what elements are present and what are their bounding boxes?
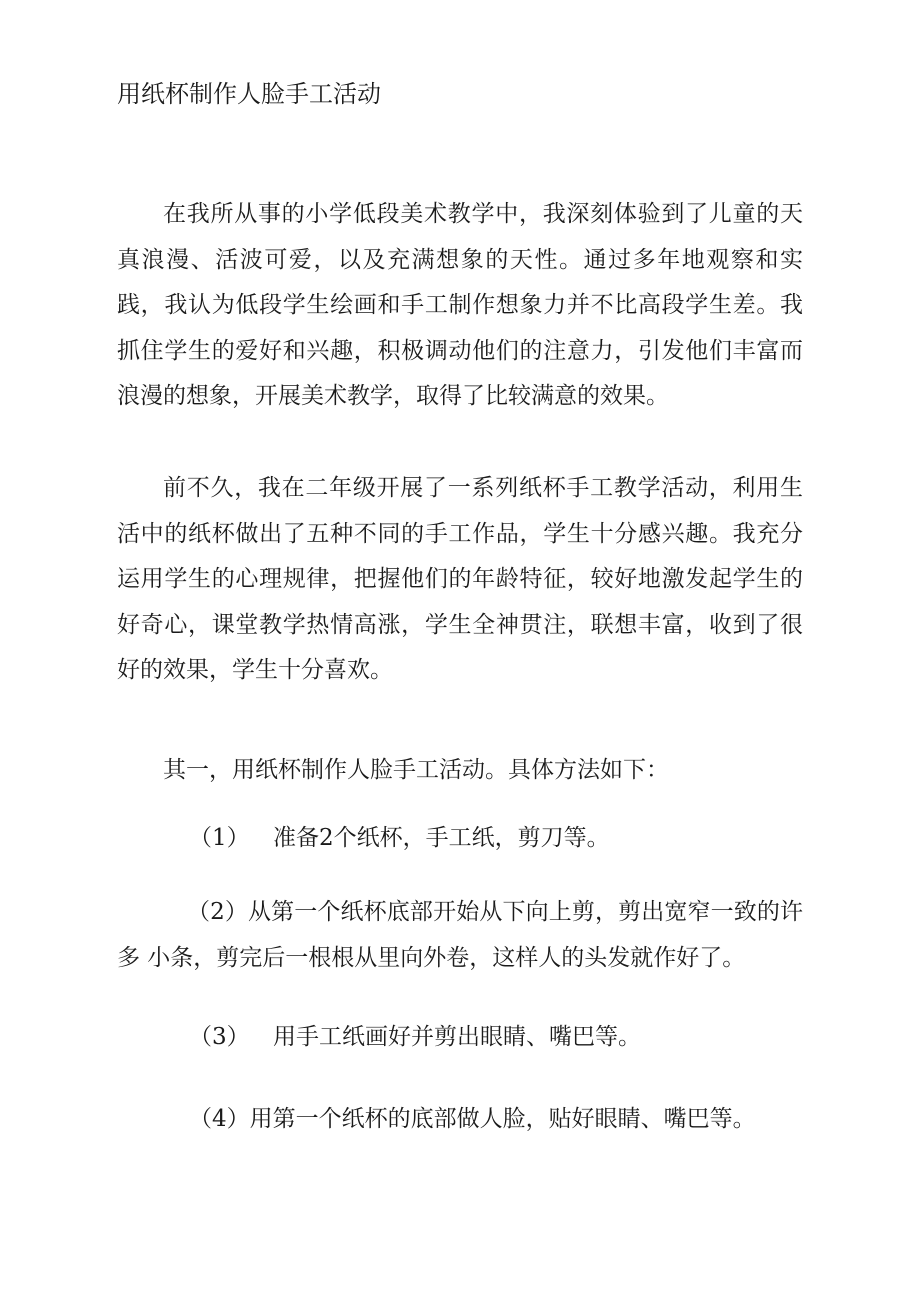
step-item-3 <box>189 1015 875 1061</box>
step-text: 用第一个纸杯的底部做人脸，贴好眼睛、嘴巴等。 <box>249 1106 756 1132</box>
step-number: （3） <box>189 1024 250 1050</box>
paragraph-method-heading: 其一，用纸杯制作人脸手工活动。具体方法如下： <box>163 757 669 783</box>
step-number: （4） <box>189 1106 250 1132</box>
paragraph-activity: 前不久，我在二年级开展了一系列纸杯手工教学活动，利用生活中的纸杯做出了五种不同的手工作品，学生十分感兴趣。我充分运用学生的心理规律，把握他们的年龄特征，较好地激发起学生的好奇心，课堂教学热情高涨，学生全神贯注，联想丰富，收到了很好的效果，学生十分喜欢。 <box>117 475 803 683</box>
paragraph-intro: 在我所从事的小学低段美术教学中，我深刻体验到了儿童的天真浪漫、活波可爱，以及充满想象的天性。通过多年地观察和实践，我认为低段学生绘画和手工制作想象力并不比高段学生差。我抓住学生的爱好和兴趣，积极调动他们的注意力，引发他们丰富而浪漫的想象，开展美术教学，取得了比较满意的效果。 <box>117 201 803 409</box>
step-item-2 <box>117 890 803 981</box>
step-number: （2） <box>187 899 249 925</box>
step-text: 用手工纸画好并剪出眼睛、嘴巴等。 <box>273 1024 641 1050</box>
step-number: （1） <box>189 825 250 851</box>
step-item-4 <box>189 1097 875 1143</box>
step-text: 准备2个纸杯，手工纸，剪刀等。 <box>273 825 610 851</box>
step-text: 从第一个纸杯底部开始从下向上剪，剪出宽窄一致的许多 小条，剪完后一根根从里向外卷，这样人的头发就作好了。 <box>117 899 804 971</box>
document-title: 用纸杯制作人脸手工活动 <box>117 80 381 108</box>
step-item-1 <box>189 816 875 862</box>
